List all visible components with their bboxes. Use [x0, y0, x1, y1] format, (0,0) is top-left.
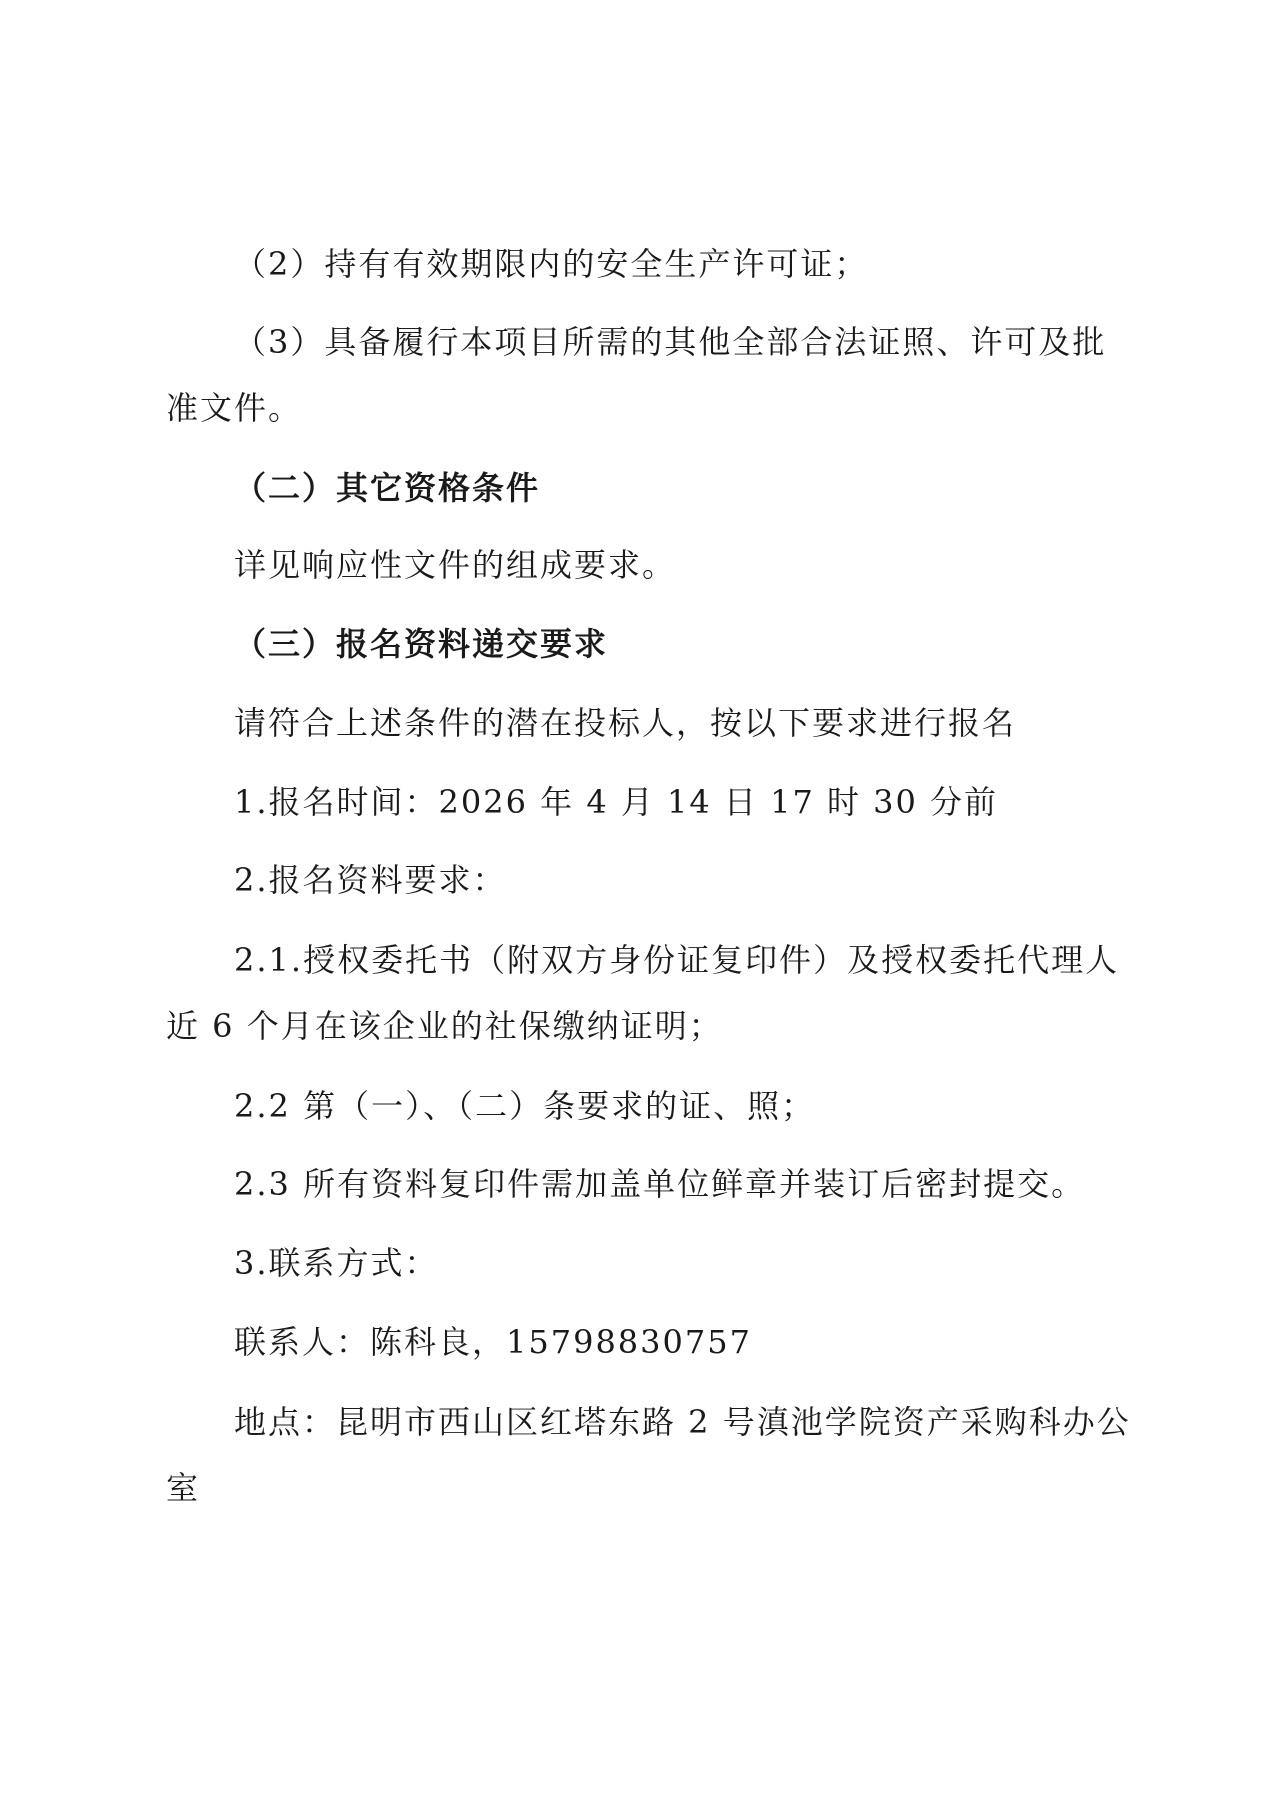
registration-materials-heading: 2.报名资料要求： — [234, 861, 507, 899]
clause-2-safety-license: （2）持有有效期限内的安全生产许可证； — [234, 245, 869, 283]
section-heading-other-qualifications: （二）其它资格条件 — [234, 469, 541, 507]
other-qualifications-text: 详见响应性文件的组成要求。 — [234, 546, 677, 584]
contact-person: 联系人：陈科良，15798830757 — [234, 1323, 752, 1361]
clause-3-continuation: 准文件。 — [166, 389, 303, 427]
contact-location-continuation: 室 — [166, 1469, 201, 1507]
clause-3-other-licenses: （3）具备履行本项目所需的其他全部合法证照、许可及批 — [234, 323, 1107, 361]
materials-item-2-1: 2.1.授权委托书（附双方身份证复印件）及授权委托代理人 — [234, 941, 1120, 979]
registration-time: 1.报名时间：2026 年 4 月 14 日 17 时 30 分前 — [234, 783, 999, 821]
contact-heading: 3.联系方式： — [234, 1244, 439, 1282]
registration-intro: 请符合上述条件的潜在投标人，按以下要求进行报名 — [234, 704, 1017, 742]
materials-item-2-1-continuation: 近 6 个月在该企业的社保缴纳证明； — [166, 1007, 723, 1045]
materials-item-2-2: 2.2 第（一）、（二）条要求的证、照； — [234, 1087, 816, 1125]
materials-item-2-3: 2.3 所有资料复印件需加盖单位鲜章并装订后密封提交。 — [234, 1165, 1086, 1203]
contact-location: 地点：昆明市西山区红塔东路 2 号滇池学院资产采购科办公 — [234, 1403, 1131, 1441]
section-heading-registration-submission: （三）报名资料递交要求 — [234, 625, 609, 663]
